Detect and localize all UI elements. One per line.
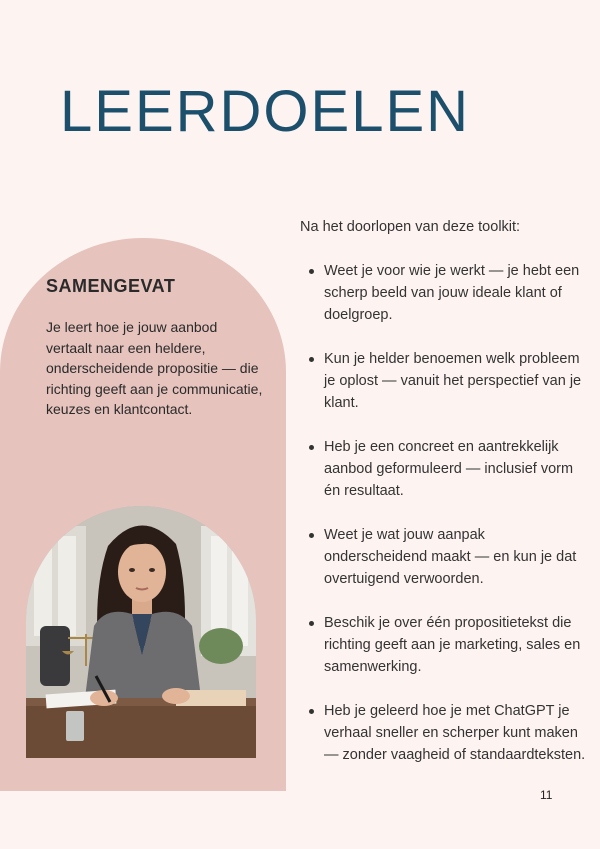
summary-text: Je leert hoe je jouw aanbod vertaalt naar een heldere, onderscheidende propositie — die richting geeft aan je communicatie, keuzes en klantcontact. xyxy=(46,319,263,417)
learning-goals-list xyxy=(302,260,587,788)
list-item: Heb je geleerd hoe je met ChatGPT je verhaal sneller en scherper kunt maken — zonder vaagheid of standaardteksten. xyxy=(302,700,587,766)
summary-heading: SAMENGEVAT xyxy=(46,276,176,296)
list-item: Kun je helder benoemen welk probleem je oplost — vanuit het perspectief van je klant. xyxy=(302,348,587,414)
list-item: Beschik je over één propositietekst die richting geeft aan je marketing, sales en samenwerking. xyxy=(302,612,587,678)
businesswoman-illustration xyxy=(26,506,256,758)
list-item: Weet je voor wie je werkt — je hebt een scherp beeld van jouw ideale klant of doelgroep. xyxy=(302,260,587,326)
list-item: Weet je wat jouw aanpak onderscheidend maakt — en kun je dat overtuigend verwoorden. xyxy=(302,524,587,590)
goals-intro: Na het doorlopen van deze toolkit: xyxy=(300,219,521,235)
list-item: Heb je een concreet en aantrekkelijk aanbod geformuleerd — inclusief vorm én resultaat. xyxy=(302,436,587,502)
businesswoman-photo xyxy=(26,506,256,758)
page-number: 11 xyxy=(540,788,553,802)
page-title: LEERDOELEN xyxy=(60,79,471,144)
